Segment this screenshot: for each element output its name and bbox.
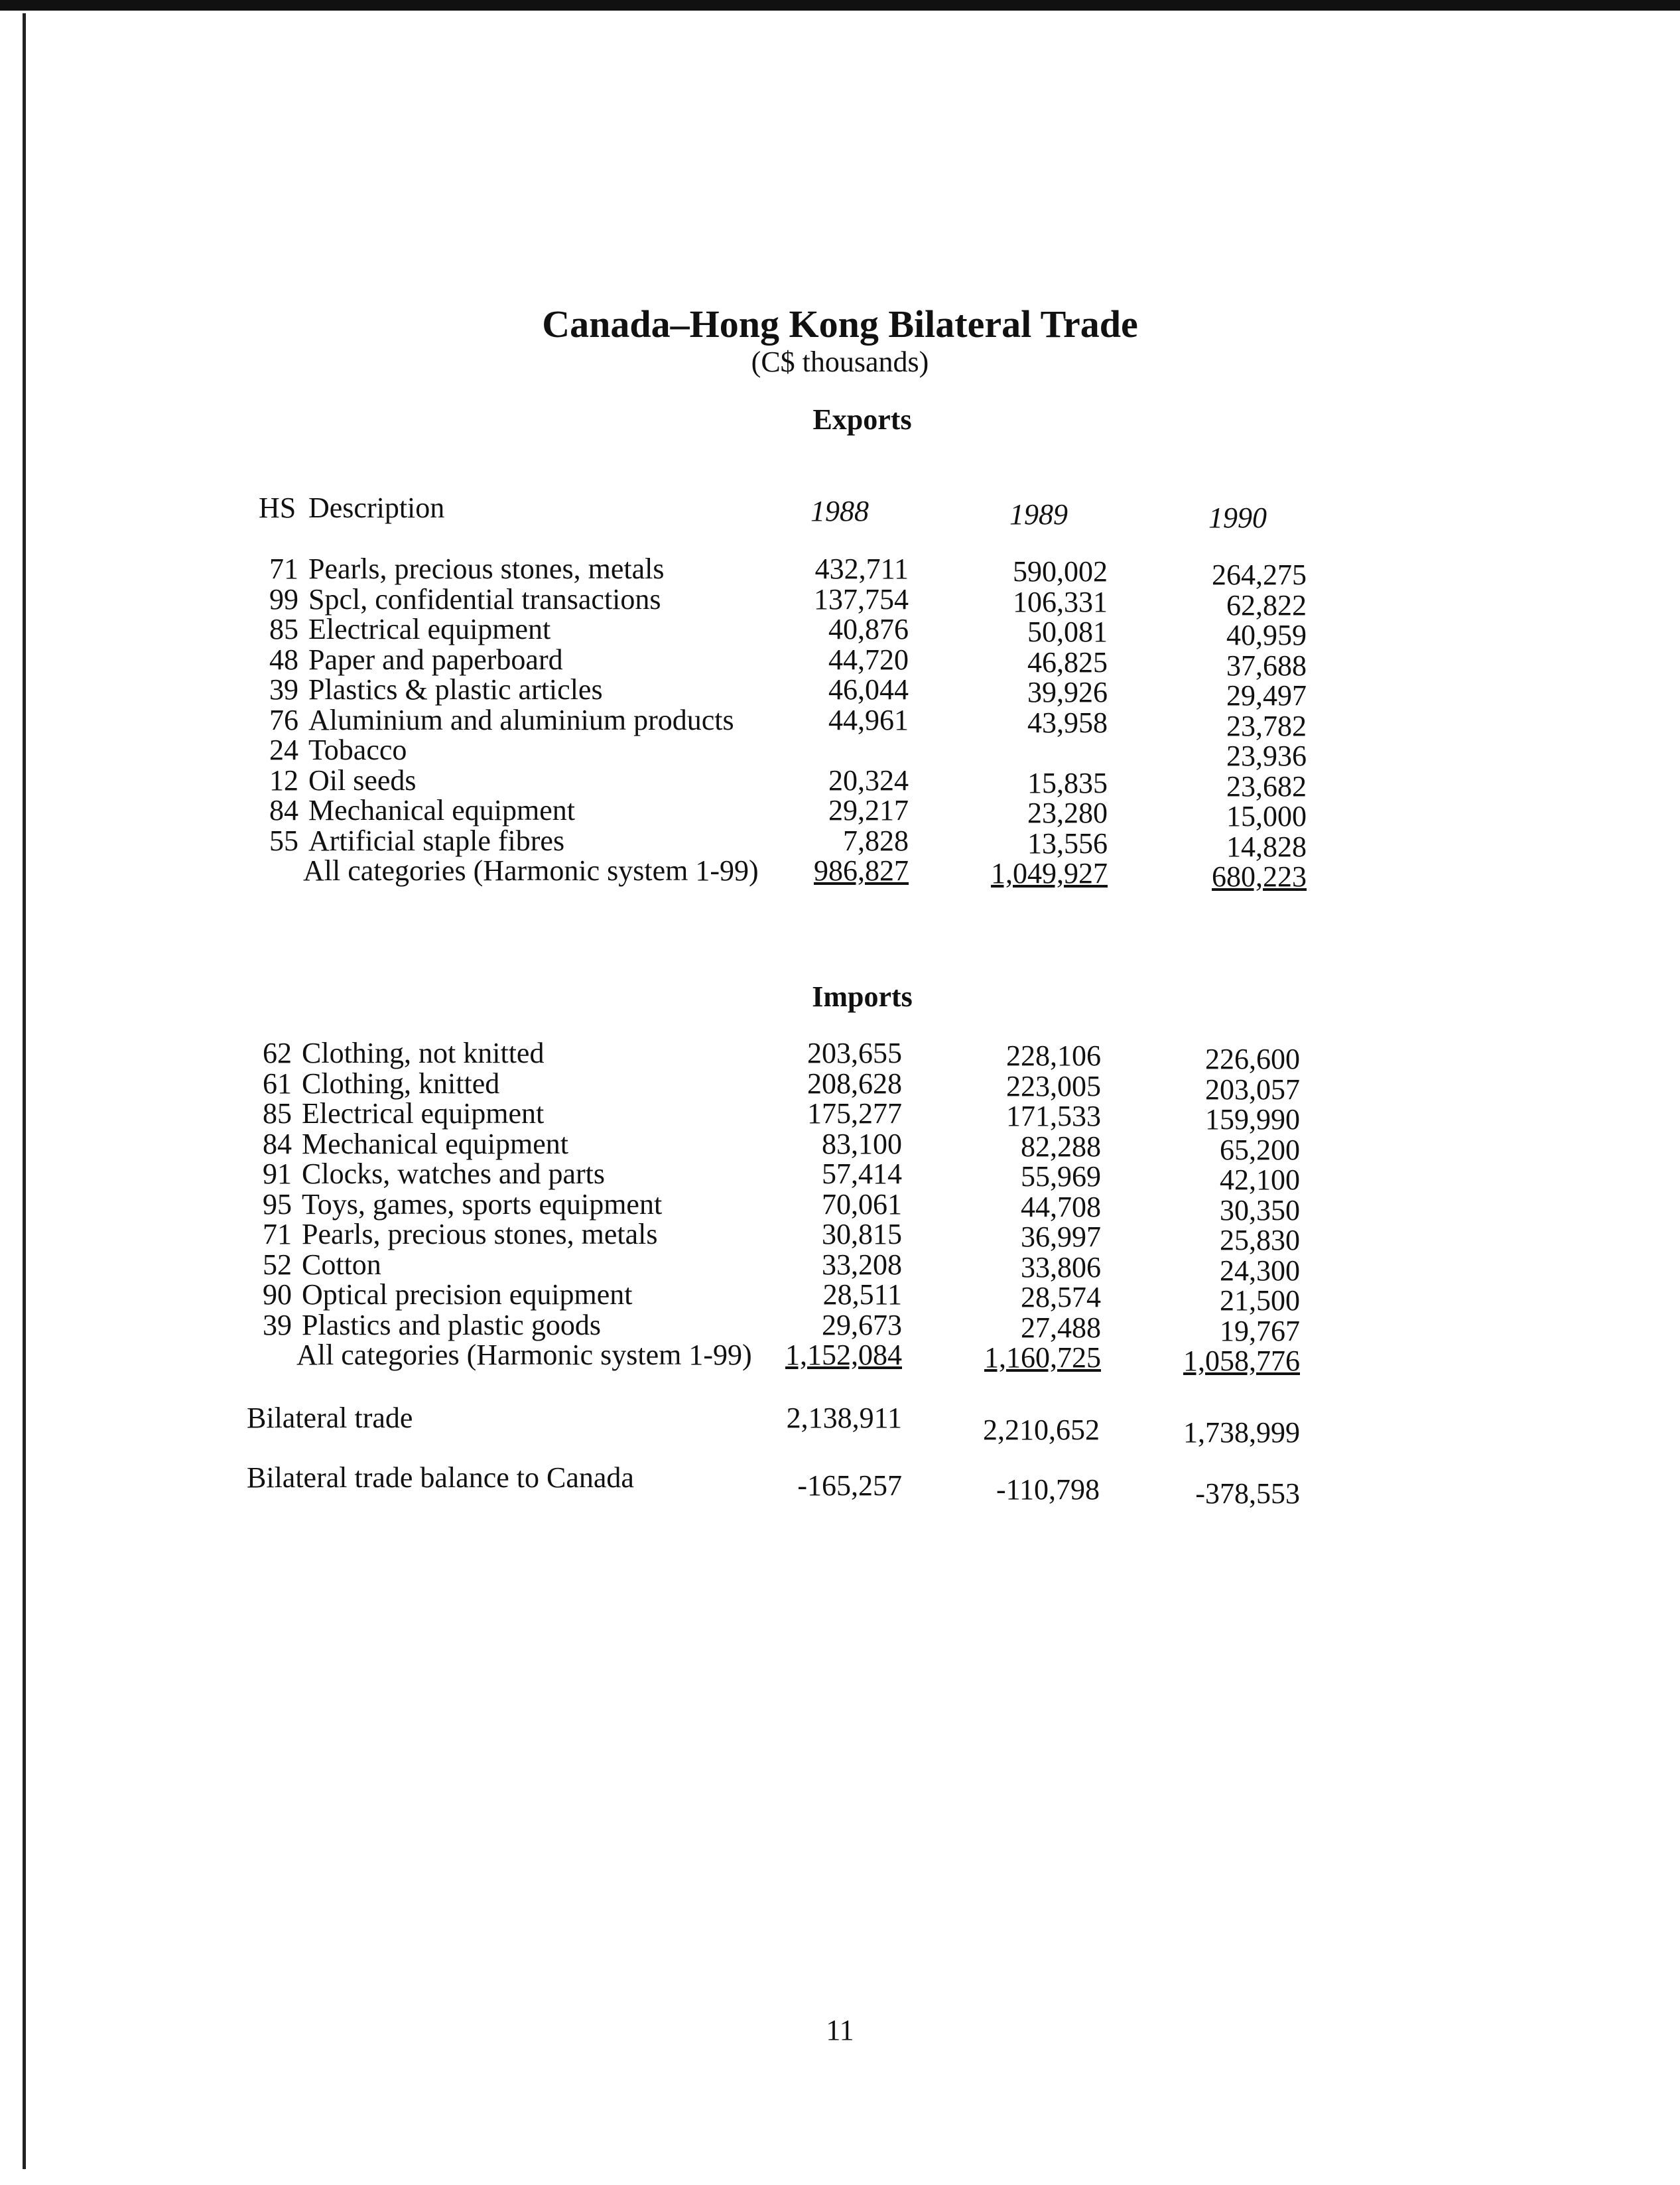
value-1988: 137,754 <box>814 583 909 616</box>
trade-balance-1990: -378,553 <box>1195 1477 1300 1510</box>
value-1989: 33,806 <box>1021 1251 1101 1284</box>
imports-row <box>0 1217 1680 1256</box>
hs-code: 85 <box>263 1097 292 1130</box>
row-description: Clothing, knitted <box>302 1067 500 1100</box>
value-1989: 36,997 <box>1021 1221 1101 1253</box>
imports-row <box>0 1067 1680 1106</box>
row-description: Electrical equipment <box>302 1097 545 1130</box>
hs-code: 55 <box>269 825 298 857</box>
total-description: All categories (Harmonic system 1-99) <box>303 854 759 887</box>
hs-code: 76 <box>269 704 298 736</box>
value-1990: 65,200 <box>1220 1134 1300 1166</box>
year-header-1989: 1989 <box>1009 498 1068 531</box>
hs-code: 91 <box>263 1158 292 1190</box>
value-1989: 46,825 <box>1027 646 1108 679</box>
bilateral-trade-1990: 1,738,999 <box>1183 1416 1300 1449</box>
total-1989: 1,049,927 <box>991 857 1108 890</box>
hs-code: 71 <box>269 553 298 585</box>
value-1990: 159,990 <box>1205 1103 1300 1136</box>
trade-balance-row <box>0 1461 1680 1510</box>
value-1988: 44,961 <box>828 704 909 736</box>
hs-code: 99 <box>269 583 298 616</box>
value-1989: 23,280 <box>1027 797 1108 829</box>
row-description: Plastics and plastic goods <box>302 1309 601 1341</box>
exports-row <box>0 763 1680 803</box>
exports-row <box>0 552 1680 591</box>
value-1990: 40,959 <box>1226 619 1307 651</box>
imports-row <box>0 1308 1680 1347</box>
row-description: Pearls, precious stones, metals <box>302 1218 658 1250</box>
description-header: Description <box>308 492 445 524</box>
value-1990: 15,000 <box>1226 800 1307 832</box>
imports-row <box>0 1278 1680 1317</box>
row-description: Pearls, precious stones, metals <box>308 553 665 585</box>
value-1989: 27,488 <box>1021 1311 1101 1344</box>
value-1989: 44,708 <box>1021 1191 1101 1223</box>
value-1990: 23,682 <box>1226 770 1307 803</box>
value-1989: 43,958 <box>1027 706 1108 739</box>
value-1990: 24,300 <box>1220 1254 1300 1287</box>
total-1989: 1,160,725 <box>984 1341 1101 1374</box>
hs-code: 52 <box>263 1248 292 1281</box>
trade-balance-1988: -165,257 <box>797 1469 902 1502</box>
value-1989: 13,556 <box>1027 827 1108 860</box>
page-number: 11 <box>826 2014 854 2046</box>
value-1988: 432,711 <box>814 553 909 585</box>
row-description: Mechanical equipment <box>302 1128 568 1160</box>
page-subtitle: (C$ thousands) <box>751 346 929 378</box>
top-edge <box>0 0 1680 11</box>
year-header-1988: 1988 <box>810 495 869 527</box>
imports-row <box>0 1127 1680 1166</box>
bilateral-trade-1988: 2,138,911 <box>786 1402 902 1434</box>
value-1988: 7,828 <box>843 825 909 857</box>
row-description: Oil seeds <box>308 764 417 797</box>
hs-code: 84 <box>269 794 298 827</box>
value-1988: 29,673 <box>822 1309 902 1341</box>
row-description: Plastics & plastic articles <box>308 673 603 706</box>
bilateral-trade-1989: 2,210,652 <box>983 1414 1100 1446</box>
value-1990: 19,767 <box>1220 1315 1300 1347</box>
row-description: Tobacco <box>308 734 407 766</box>
row-description: Optical precision equipment <box>302 1278 633 1311</box>
hs-code: 48 <box>269 643 298 676</box>
value-1990: 203,057 <box>1205 1073 1300 1106</box>
row-description: Paper and paperboard <box>308 643 563 676</box>
value-1990: 25,830 <box>1220 1224 1300 1256</box>
value-1990: 21,500 <box>1220 1284 1300 1317</box>
imports-total-row <box>0 1338 1680 1377</box>
hs-code: 62 <box>263 1037 292 1069</box>
value-1988: 208,628 <box>807 1067 902 1100</box>
row-description: Clocks, watches and parts <box>302 1158 605 1190</box>
value-1989: 106,331 <box>1013 586 1108 618</box>
hs-code: 84 <box>263 1128 292 1160</box>
row-description: Electrical equipment <box>308 613 551 645</box>
exports-row <box>0 793 1680 832</box>
imports-row <box>0 1096 1680 1136</box>
value-1990: 30,350 <box>1220 1194 1300 1226</box>
value-1990: 29,497 <box>1226 679 1307 712</box>
hs-code: 90 <box>263 1278 292 1311</box>
value-1990: 62,822 <box>1226 589 1307 622</box>
hs-code: 24 <box>269 734 298 766</box>
value-1990: 23,936 <box>1226 740 1307 772</box>
exports-row <box>0 703 1680 742</box>
value-1990: 42,100 <box>1220 1163 1300 1196</box>
total-1988: 986,827 <box>814 854 909 887</box>
value-1988: 44,720 <box>828 643 909 676</box>
total-description: All categories (Harmonic system 1-99) <box>296 1339 752 1371</box>
value-1989: 223,005 <box>1006 1070 1101 1102</box>
imports-row <box>0 1036 1680 1075</box>
value-1988: 203,655 <box>807 1037 902 1069</box>
value-1989: 50,081 <box>1027 616 1108 648</box>
value-1990: 264,275 <box>1212 559 1307 591</box>
hs-code: 95 <box>263 1188 292 1221</box>
hs-header: HS <box>259 492 296 524</box>
imports-heading: Imports <box>812 980 913 1013</box>
year-header-1990: 1990 <box>1208 501 1267 534</box>
value-1988: 83,100 <box>822 1128 902 1160</box>
trade-balance-1989: -110,798 <box>996 1473 1100 1506</box>
value-1988: 57,414 <box>822 1158 902 1190</box>
value-1989: 55,969 <box>1021 1160 1101 1193</box>
value-1988: 30,815 <box>822 1218 902 1250</box>
row-description: Cotton <box>302 1248 381 1281</box>
imports-row <box>0 1248 1680 1287</box>
row-description: Mechanical equipment <box>308 794 575 827</box>
bilateral-trade-label: Bilateral trade <box>247 1402 413 1434</box>
value-1989: 228,106 <box>1006 1039 1101 1072</box>
exports-row <box>0 612 1680 651</box>
value-1990: 23,782 <box>1226 710 1307 742</box>
value-1990: 226,600 <box>1205 1043 1300 1075</box>
value-1989: 39,926 <box>1027 676 1108 708</box>
row-description: Toys, games, sports equipment <box>302 1188 663 1221</box>
exports-row <box>0 643 1680 682</box>
hs-code: 39 <box>269 673 298 706</box>
exports-heading: Exports <box>812 403 912 436</box>
value-1988: 29,217 <box>828 794 909 827</box>
value-1989: 171,533 <box>1006 1100 1101 1132</box>
exports-row <box>0 582 1680 622</box>
imports-row <box>0 1157 1680 1196</box>
row-description: Artificial staple fibres <box>308 825 565 857</box>
value-1990: 37,688 <box>1226 649 1307 682</box>
total-1990: 1,058,776 <box>1183 1345 1300 1377</box>
imports-row <box>0 1187 1680 1226</box>
exports-row <box>0 824 1680 863</box>
bilateral-trade-row <box>0 1401 1680 1449</box>
total-1990: 680,223 <box>1212 860 1307 893</box>
row-description: Clothing, not knitted <box>302 1037 545 1069</box>
value-1990: 14,828 <box>1226 830 1307 863</box>
row-description: Aluminium and aluminium products <box>308 704 734 736</box>
value-1988: 70,061 <box>822 1188 902 1221</box>
value-1988: 20,324 <box>828 764 909 797</box>
hs-code: 85 <box>269 613 298 645</box>
value-1988: 40,876 <box>828 613 909 645</box>
hs-code: 71 <box>263 1218 292 1250</box>
value-1989: 82,288 <box>1021 1130 1101 1163</box>
trade-balance-label: Bilateral trade balance to Canada <box>247 1461 634 1494</box>
hs-code: 12 <box>269 764 298 797</box>
value-1988: 175,277 <box>807 1097 902 1130</box>
value-1988: 46,044 <box>828 673 909 706</box>
hs-code: 61 <box>263 1067 292 1100</box>
value-1988: 28,511 <box>822 1278 902 1311</box>
page-title: Canada–Hong Kong Bilateral Trade <box>542 302 1138 346</box>
exports-total-row <box>0 854 1680 893</box>
value-1989: 15,835 <box>1027 767 1108 799</box>
row-description: Spcl, confidential transactions <box>308 583 661 616</box>
value-1989: 28,574 <box>1021 1281 1101 1313</box>
value-1989: 590,002 <box>1013 555 1108 588</box>
exports-row <box>0 673 1680 712</box>
hs-code: 39 <box>263 1309 292 1341</box>
exports-row <box>0 733 1680 772</box>
total-1988: 1,152,084 <box>785 1339 902 1371</box>
value-1988: 33,208 <box>822 1248 902 1281</box>
